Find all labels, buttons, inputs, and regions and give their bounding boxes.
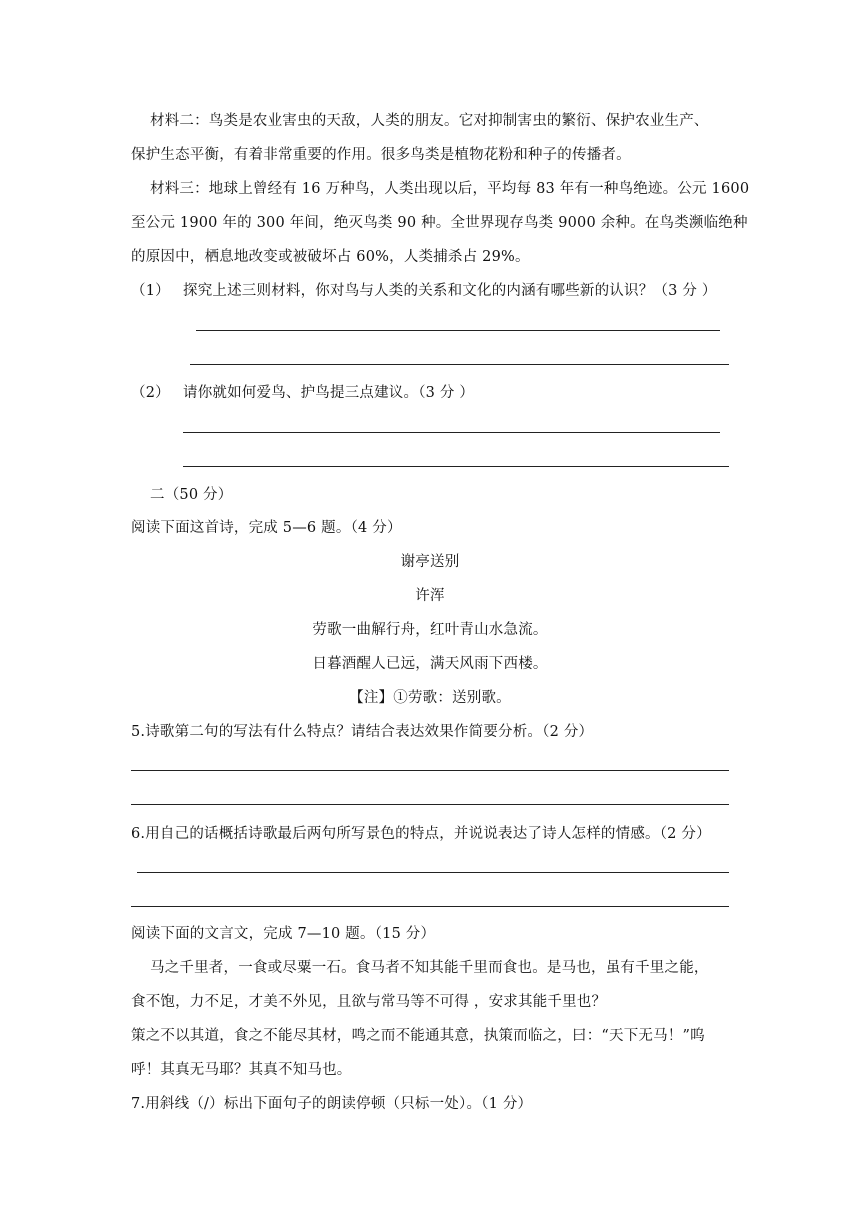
answer-line[interactable] [183, 466, 729, 467]
poem-line-2: 日暮酒醒人已远，满天风雨下西楼。 [312, 656, 548, 672]
question5: 5.诗歌第二句的写法有什么特点？请结合表达效果作简要分析。（2 分） [131, 724, 594, 740]
material2-line2: 保护生态平衡，有着非常重要的作用。很多鸟类是植物花粉和种子的传播者。 [131, 147, 631, 163]
classical-instructions: 阅读下面的文言文，完成 7—10 题。（15 分） [131, 926, 436, 942]
section-heading: 二（50 分） [150, 487, 233, 503]
poem-instructions: 阅读下面这首诗，完成 5—6 题。（4 分） [131, 520, 402, 536]
question7: 7.用斜线（/）标出下面句子的朗读停顿（只标一处）。（1 分） [131, 1096, 533, 1112]
answer-line[interactable] [131, 804, 729, 805]
question2-number: （2） [131, 385, 170, 401]
answer-line[interactable] [196, 330, 720, 331]
poem-line-1: 劳歌一曲解行舟，红叶青山水急流。 [312, 622, 548, 638]
classical-line-3: 策之不以其道，食之不能尽其材，鸣之而不能通其意，执策而临之，曰：“天下无马！”呜 [131, 1028, 705, 1044]
answer-line[interactable] [190, 364, 729, 365]
answer-line[interactable] [183, 432, 720, 433]
classical-line-2: 食不饱，力不足，才美不外见，且欲与常马等不可得 ，安求其能千里也？ [131, 994, 607, 1010]
poem-author: 许浑 [415, 588, 445, 604]
poem-title: 谢亭送别 [400, 554, 460, 570]
question1-number: （1） [131, 283, 170, 299]
question6: 6.用自己的话概括诗歌最后两句所写景色的特点，并说说表达了诗人怎样的情感。（2 分） [131, 826, 711, 842]
classical-line-1: 马之千里者，一食或尽粟一石。食马者不知其能千里而食也。是马也，虽有千里之能， [150, 960, 709, 976]
material2-line1: 材料二：鸟类是农业害虫的天敌，人类的朋友。它对抑制害虫的繁衍、保护农业生产、 [150, 113, 709, 129]
question2-text: 请你就如何爱鸟、护鸟提三点建议。（3 分 ） [183, 385, 475, 401]
question1-text: 探究上述三则材料，你对鸟与人类的关系和文化的内涵有哪些新的认识？（3 分 ） [183, 283, 717, 299]
answer-line[interactable] [131, 770, 729, 771]
material3-line2: 至公元 1900 年的 300 年间，绝灭鸟类 90 种。全世界现存鸟类 9000 余种。在鸟类濒临绝种 [131, 215, 748, 231]
classical-line-4: 呼！其真无马耶？其真不知马也。 [131, 1062, 352, 1078]
material3-line3: 的原因中，栖息地改变或被破坏占 60%，人类捕杀占 29%。 [131, 249, 530, 265]
material3-line1: 材料三：地球上曾经有 16 万种鸟，人类出现以后，平均每 83 年有一种鸟绝迹。公元 1600 [150, 181, 750, 197]
answer-line[interactable] [137, 872, 729, 873]
poem-note: 【注】①劳歌：送别歌。 [349, 690, 511, 706]
answer-line[interactable] [131, 906, 729, 907]
